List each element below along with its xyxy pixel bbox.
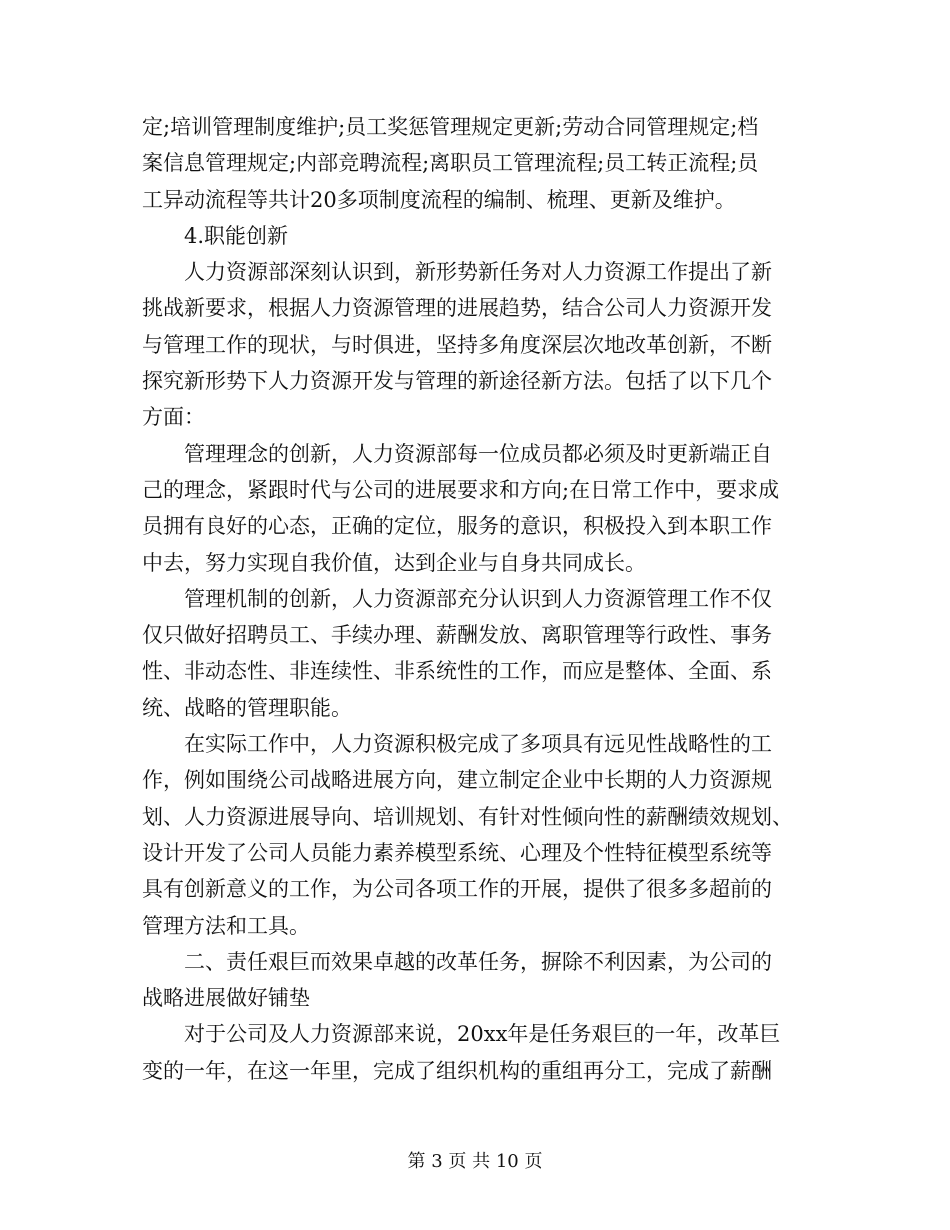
text-line: 员拥有良好的心态，正确的定位，服务的意识，积极投入到本职工作 <box>142 514 772 539</box>
paragraph-practical-work <box>142 726 810 944</box>
text-line: 仅只做好招聘员工、手续办理、薪酬发放、离职管理等行政性、事务 <box>142 623 772 648</box>
text-line: 在实际工作中，人力资源积极完成了多项具有远见性战略性的工 <box>184 732 772 757</box>
text-line: 案信息管理规定;内部竞聘流程;离职员工管理流程;员工转正流程;员 <box>142 151 759 176</box>
section-heading-function-innovation <box>142 218 810 254</box>
text-line: 对于公司及人力资源部来说，20xx年是任务艰巨的一年，改革巨 <box>184 1022 781 1047</box>
text-line: 己的理念，紧跟时代与公司的进展要求和方向;在日常工作中，要求成 <box>142 477 780 502</box>
text-line: 变的一年，在这一年里，完成了组织机构的重组再分工，完成了薪酬 <box>142 1058 772 1083</box>
page-footer <box>0 1150 950 1174</box>
text-line: 工异动流程等共计20多项制度流程的编制、梳理、更新及维护。 <box>142 187 736 212</box>
paragraph-mechanism-innovation <box>142 581 810 726</box>
page-number-label: 第 3 页 共 10 页 <box>407 1151 543 1172</box>
paragraph-year-review <box>142 1016 810 1089</box>
text-line: 性、非动态性、非连续性、非系统性的工作，而应是整体、全面、系 <box>142 659 772 684</box>
section-heading-reform-tasks <box>142 944 810 1017</box>
text-line: 中去，努力实现自我价值，达到企业与自身共同成长。 <box>142 550 646 575</box>
text-line: 作，例如围绕公司战略进展方向，建立制定企业中长期的人力资源规 <box>142 768 772 793</box>
text-line: 管理方法和工具。 <box>142 913 310 938</box>
text-line: 具有创新意义的工作，为公司各项工作的开展，提供了很多多超前的 <box>142 877 772 902</box>
text-line: 方面： <box>142 405 205 430</box>
heading-text: 战略进展做好铺垫 <box>142 986 310 1011</box>
text-line: 设计开发了公司人员能力素养模型系统、心理及个性特征模型系统等 <box>142 840 772 865</box>
heading-text: 4.职能创新 <box>184 223 289 248</box>
paragraph-concept-innovation <box>142 436 810 581</box>
heading-text: 二、责任艰巨而效果卓越的改革任务，摒除不利因素，为公司的 <box>184 949 772 974</box>
paragraph-hr-awareness <box>142 254 810 435</box>
text-line: 管理机制的创新，人力资源部充分认识到人力资源管理工作不仅 <box>184 586 772 611</box>
document-body <box>142 109 810 1089</box>
text-line: 定;培训管理制度维护;员工奖惩管理规定更新;劳动合同管理规定;档 <box>142 115 759 139</box>
text-line: 统、战略的管理职能。 <box>142 695 352 720</box>
text-line: 划、人力资源进展导向、培训规划、有针对性倾向性的薪酬绩效规划、 <box>142 804 793 829</box>
text-line: 与管理工作的现状，与时俱进，坚持多角度深层次地改革创新，不断 <box>142 332 772 357</box>
text-line: 管理理念的创新，人力资源部每一位成员都必须及时更新端正自 <box>184 441 772 466</box>
paragraph-policy-list <box>142 109 810 218</box>
text-line: 探究新形势下人力资源开发与管理的新途径新方法。包括了以下几个 <box>142 369 772 394</box>
text-line: 挑战新要求，根据人力资源管理的进展趋势，结合公司人力资源开发 <box>142 296 772 321</box>
text-line: 人力资源部深刻认识到，新形势新任务对人力资源工作提出了新 <box>184 260 772 285</box>
